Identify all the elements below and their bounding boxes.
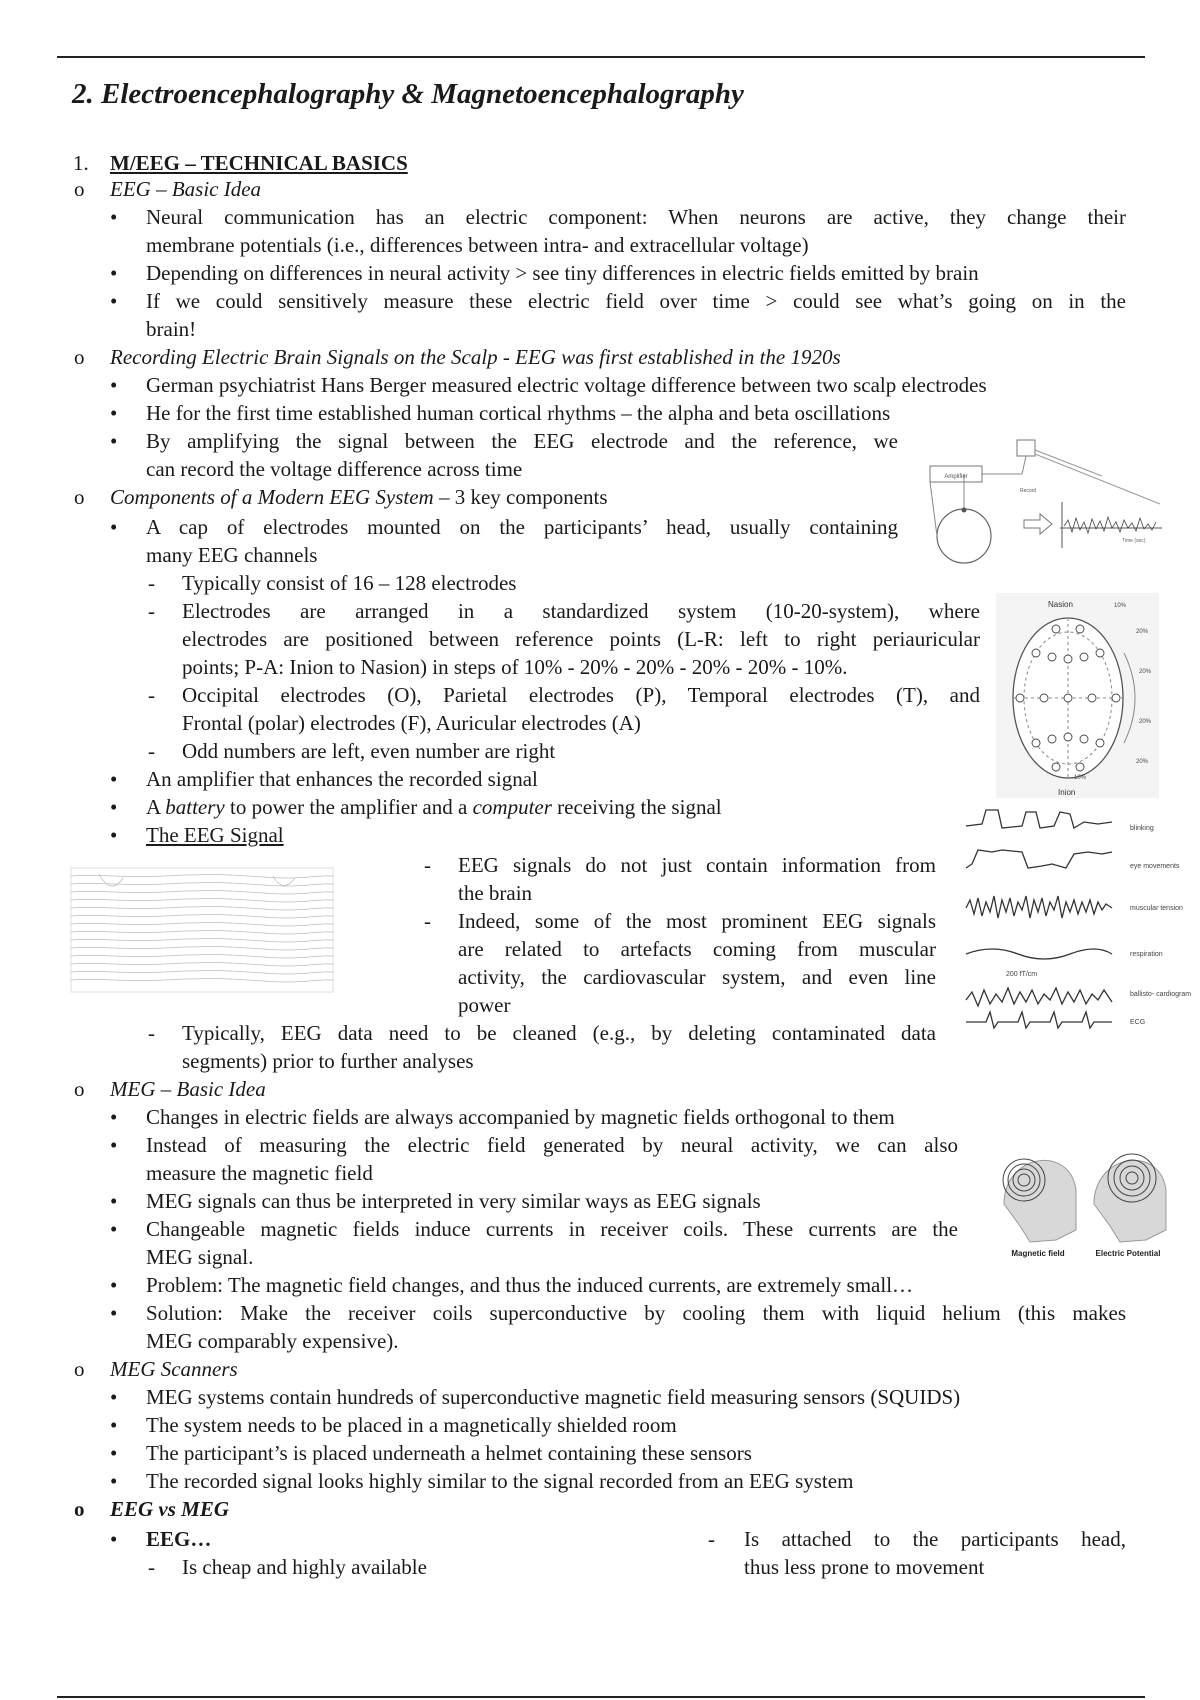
eeg-setup-figure — [922, 436, 1167, 571]
electrode-dot — [1096, 739, 1104, 747]
eeg-vs-meg-r1-line1: Is attached to the participants head, — [744, 1527, 1126, 1551]
dash-marker: - — [148, 683, 155, 707]
channel-trace — [71, 971, 333, 974]
time-label: Time (sec) — [1122, 538, 1146, 544]
components-b3-computer: computer — [472, 795, 552, 819]
dash-marker: - — [148, 1021, 155, 1045]
eeg-vs-meg-d1: Is cheap and highly available — [182, 1555, 427, 1579]
label-ballisto: ballisto- cardiogram — [1130, 991, 1192, 998]
electrode-dot — [1052, 763, 1060, 771]
meg-basic-heading: MEG – Basic Idea — [110, 1077, 266, 1101]
recording-heading: Recording Electric Brain Signals on the Scalp - EEG was first established in the 1920s — [110, 345, 841, 369]
dash-marker: - — [424, 909, 431, 933]
recording-b3-line2: can record the voltage difference across time — [146, 457, 523, 481]
components-b3 — [146, 793, 722, 821]
meg-scanners-b4: The recorded signal looks highly similar to the signal recorded from an EEG system — [146, 1469, 854, 1493]
electrode-dot — [1032, 649, 1040, 657]
head-outline — [937, 509, 991, 563]
inion-label: Inion — [1058, 788, 1076, 797]
bullet-icon: • — [110, 373, 118, 397]
electric-potential-label: Electric Potential — [1095, 1249, 1161, 1258]
percent-label: 20% — [1136, 629, 1149, 635]
electrode-dot — [1080, 653, 1088, 661]
signal-s2-line1: Indeed, some of the most prominent EEG signals — [458, 909, 936, 933]
eeg-basic-b3-line1: If we could sensitively measure these electric field over time > could see what’s going on in the — [146, 289, 1126, 313]
label-ecg: ECG — [1130, 1019, 1146, 1026]
eye-movements-trace — [966, 850, 1112, 868]
electrode-dot — [1064, 655, 1072, 663]
electrode-dot — [1112, 694, 1120, 702]
arrow-icon — [1024, 514, 1052, 534]
eeg-artifacts-figure — [962, 806, 1192, 1036]
components-b1-line2: many EEG channels — [146, 543, 318, 567]
eeg-basic-b1-line2: membrane potentials (i.e., differences between intra- and extracellular voltage) — [146, 233, 809, 257]
channel-trace — [71, 875, 333, 878]
meg-basic-b2-line1: Instead of measuring the electric field generated by neural activity, we can also — [146, 1133, 958, 1157]
channel-trace — [71, 963, 333, 966]
meg-basic-b6-line2: MEG comparably expensive). — [146, 1329, 399, 1353]
channel-trace — [71, 947, 333, 950]
eeg-basic-b3-line2: brain! — [146, 317, 197, 341]
bullet-icon: • — [110, 1301, 118, 1325]
bullet-icon: • — [110, 515, 118, 539]
bullet-icon: • — [110, 1217, 118, 1241]
ballisto-trace — [966, 988, 1112, 1006]
signal-s2-line3: activity, the cardiovascular system, and even line — [458, 965, 936, 989]
circle-marker: o — [74, 1077, 85, 1101]
eeg-trace — [1064, 517, 1156, 533]
signal-s2-line4: power — [458, 993, 511, 1017]
nasion-label: Nasion — [1048, 600, 1073, 609]
components-d2-line3: points; P-A: Inion to Nasion) in steps of 10% - 20% - 20% - 20% - 20% - 10%. — [182, 655, 848, 679]
components-b4-eeg-signal: The EEG Signal — [146, 823, 284, 847]
percent-label: 20% — [1139, 669, 1152, 675]
percent-label: 10% — [1114, 603, 1127, 609]
head-left — [1004, 1160, 1076, 1242]
meg-scanners-b1: MEG systems contain hundreds of superconductive magnetic field measuring sensors (SQUIDS) — [146, 1385, 961, 1409]
dash-marker: - — [424, 853, 431, 877]
recording-b2: He for the first time established human cortical rhythms – the alpha and beta oscillations — [146, 401, 891, 425]
bullet-icon: • — [110, 823, 118, 847]
recording-b1: German psychiatrist Hans Berger measured electric voltage difference between two scalp electrodes — [146, 373, 987, 397]
components-b3-battery: battery — [165, 795, 225, 819]
signal-s3-line1: Typically, EEG data need to be cleaned (e.g., by deleting contaminated data — [182, 1021, 936, 1045]
components-b1-line1: A cap of electrodes mounted on the participants’ head, usually containing — [146, 515, 898, 539]
amplifier-label: Amplifier — [944, 474, 968, 480]
artifact-labels — [1130, 825, 1191, 1026]
magnetic-field-label: Magnetic field — [1011, 1249, 1065, 1258]
signal-s1-line2: the brain — [458, 881, 533, 905]
blinking-trace — [966, 810, 1112, 828]
label-eye-movements: eye movements — [1130, 863, 1180, 870]
channel-trace — [71, 907, 333, 910]
dash-marker: - — [708, 1527, 715, 1551]
recording-b3-line1: By amplifying the signal between the EEG electrode and the reference, we — [146, 429, 898, 453]
ten-twenty-system-figure — [996, 593, 1159, 798]
channel-trace — [71, 931, 333, 934]
dash-marker: - — [148, 1555, 155, 1579]
components-d2-line1: Electrodes are arranged in a standardized system (10-20-system), where — [182, 599, 980, 623]
components-heading-italic: Components of a Modern EEG System — [110, 485, 434, 509]
bullet-icon: • — [110, 1189, 118, 1213]
artifact-traces — [966, 810, 1112, 1028]
circle-marker: o — [74, 1357, 85, 1381]
label-respiration: respiration — [1130, 951, 1163, 958]
bullet-icon: • — [110, 429, 118, 453]
components-d4: Odd numbers are left, even number are right — [182, 739, 556, 763]
components-heading — [110, 483, 608, 511]
percent-label: 10% — [1074, 775, 1087, 781]
dash-marker: - — [148, 571, 155, 595]
meg-scanners-b2: The system needs to be placed in a magnetically shielded room — [146, 1413, 677, 1437]
bullet-icon: • — [110, 1385, 118, 1409]
channel-traces — [71, 874, 333, 982]
electrode-dot — [1076, 763, 1084, 771]
circle-marker: o — [74, 345, 85, 369]
meg-basic-b4-line2: MEG signal. — [146, 1245, 254, 1269]
channel-trace — [71, 955, 333, 958]
bullet-icon: • — [110, 1273, 118, 1297]
bullet-icon: • — [110, 1469, 118, 1493]
electrode-dot — [1052, 625, 1060, 633]
scale-label: 200 fT/cm — [1006, 971, 1038, 978]
percent-label: 20% — [1136, 759, 1149, 765]
components-heading-rest: – 3 key components — [433, 485, 608, 509]
electrode-dot — [1064, 733, 1072, 741]
channel-trace — [71, 891, 333, 894]
meg-basic-b2-line2: measure the magnetic field — [146, 1161, 373, 1185]
electrode-dot — [1032, 739, 1040, 747]
electrode-dot — [1088, 694, 1096, 702]
meg-eeg-heads-figure — [990, 1134, 1170, 1262]
eeg-basic-heading: EEG – Basic Idea — [110, 177, 262, 201]
circle-marker: o — [74, 177, 85, 201]
eeg-basic-b1-line1: Neural communication has an electric component: When neurons are active, they change their — [146, 205, 1126, 229]
components-b2: An amplifier that enhances the recorded signal — [146, 767, 538, 791]
electrode-dot — [1016, 694, 1024, 702]
channel-trace — [71, 915, 333, 918]
meg-basic-b5: Problem: The magnetic field changes, and thus the induced currents, are extremely small… — [146, 1273, 914, 1297]
eeg-vs-meg-b1: EEG… — [146, 1527, 212, 1551]
components-b3-a: A — [146, 795, 166, 819]
eeg-vs-meg-heading: EEG vs MEG — [110, 1497, 230, 1521]
electrode-dot — [1080, 735, 1088, 743]
page-title: 2. Electroencephalography & Magnetoencephalography — [72, 78, 744, 110]
bottom-rule — [57, 1696, 1145, 1698]
meg-basic-b3: MEG signals can thus be interpreted in very similar ways as EEG signals — [146, 1189, 761, 1213]
electrode-dot — [1040, 694, 1048, 702]
channel-trace — [71, 899, 333, 902]
bullet-icon: • — [110, 401, 118, 425]
record-label: Record — [1020, 488, 1037, 494]
percent-label: 20% — [1139, 719, 1152, 725]
projection-line — [1035, 450, 1102, 476]
meg-basic-b4-line1: Changeable magnetic fields induce currents in receiver coils. These currents are the — [146, 1217, 958, 1241]
channel-trace — [71, 923, 333, 926]
dash-marker: - — [148, 739, 155, 763]
signal-s3-line2: segments) prior to further analyses — [182, 1049, 474, 1073]
channel-trace — [71, 979, 333, 982]
top-rule — [57, 56, 1145, 58]
circle-marker: o — [74, 485, 85, 509]
raw-eeg-traces-figure — [63, 868, 333, 996]
eeg-basic-b2: Depending on differences in neural activity > see tiny differences in electric fields emitted by brain — [146, 261, 979, 285]
components-d3-line1: Occipital electrodes (O), Parietal electrodes (P), Temporal electrodes (T), and — [182, 683, 980, 707]
muscular-trace — [966, 896, 1112, 918]
bullet-icon: • — [110, 1441, 118, 1465]
meg-basic-b1: Changes in electric fields are always accompanied by magnetic fields orthogonal to them — [146, 1105, 895, 1129]
bullet-icon: • — [110, 205, 118, 229]
bullet-icon: • — [110, 1413, 118, 1437]
components-b3-c: receiving the signal — [551, 795, 722, 819]
dash-marker: - — [148, 599, 155, 623]
eeg-vs-meg-r1-line2: thus less prone to movement — [744, 1555, 985, 1579]
bullet-icon: • — [110, 1105, 118, 1129]
projection-line — [1035, 454, 1160, 504]
electrode-dot — [1048, 735, 1056, 743]
bullet-icon: • — [110, 289, 118, 313]
signal-s2-line2: are related to artefacts coming from muscular — [458, 937, 936, 961]
components-d2-line2: electrodes are positioned between reference points (L-R: left to right periauricular — [182, 627, 980, 651]
electrode-dot — [1076, 625, 1084, 633]
wire-line — [1022, 456, 1026, 474]
circle-marker: o — [74, 1497, 85, 1521]
channel-trace — [71, 939, 333, 942]
bullet-icon: • — [110, 261, 118, 285]
bullet-icon: • — [110, 767, 118, 791]
signal-s1-line1: EEG signals do not just contain information from — [458, 853, 936, 877]
electrode-dot — [962, 508, 967, 513]
label-blinking: blinking — [1130, 825, 1154, 832]
channel-trace — [71, 883, 333, 886]
electrode-dot — [1096, 649, 1104, 657]
reference-wire — [930, 482, 937, 536]
section-title: M/EEG – TECHNICAL BASICS — [110, 151, 408, 175]
components-d3-line2: Frontal (polar) electrodes (F), Auricular electrodes (A) — [182, 711, 641, 735]
ecg-trace — [966, 1012, 1112, 1028]
monitor-icon — [1017, 440, 1035, 456]
respiration-trace — [966, 949, 1112, 959]
bullet-icon: • — [110, 1133, 118, 1157]
components-b3-b: to power the amplifier and a — [224, 795, 473, 819]
bullet-icon: • — [110, 795, 118, 819]
bullet-icon: • — [110, 1527, 118, 1551]
meg-scanners-heading: MEG Scanners — [110, 1357, 238, 1381]
electrode-dot — [1064, 694, 1072, 702]
meg-basic-b6-line1: Solution: Make the receiver coils superconductive by cooling them with liquid helium (this makes — [146, 1301, 1126, 1325]
section-number: 1. — [73, 151, 89, 175]
meg-scanners-b3: The participant’s is placed underneath a helmet containing these sensors — [146, 1441, 752, 1465]
electrode-dot — [1048, 653, 1056, 661]
label-muscular: muscular tension — [1130, 905, 1183, 912]
components-d1: Typically consist of 16 – 128 electrodes — [182, 571, 517, 595]
